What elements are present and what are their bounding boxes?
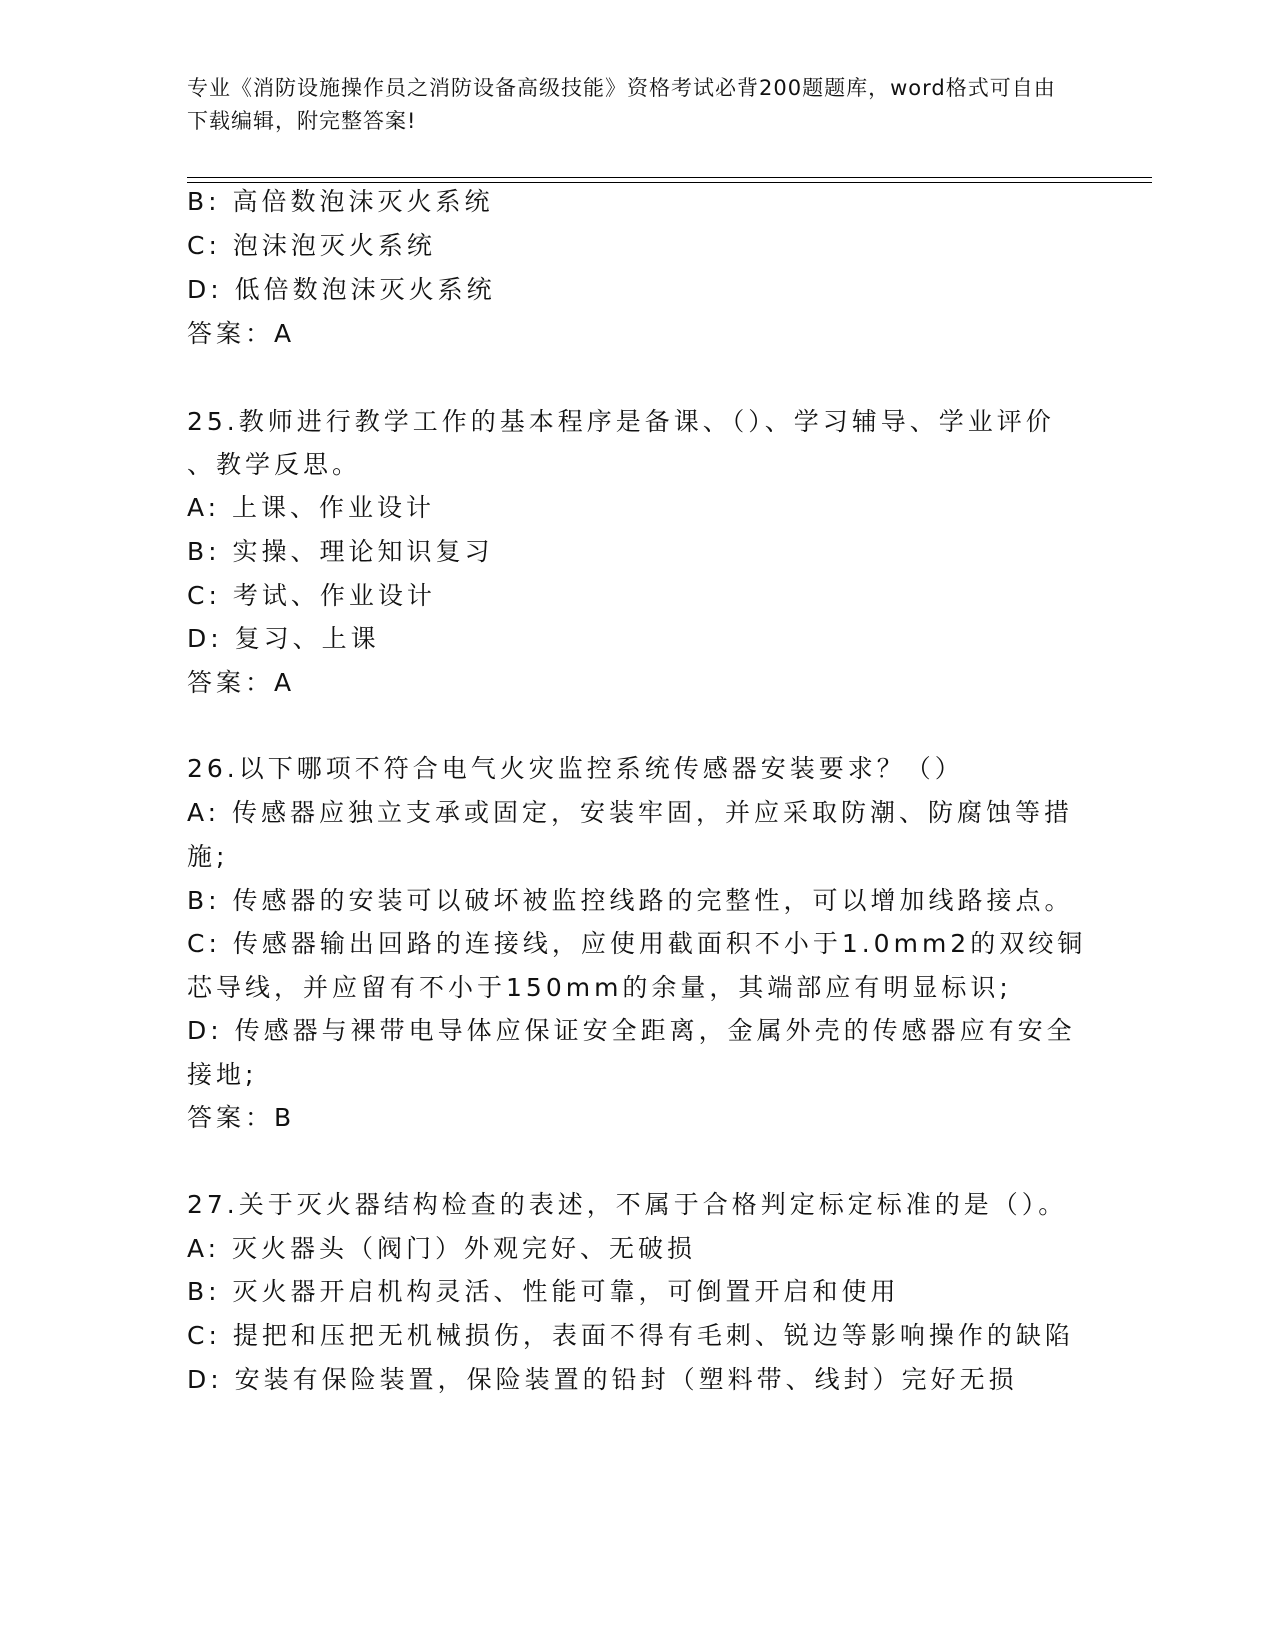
q26-answer: 答案：B [187, 1103, 296, 1132]
document-header: 专业《消防设施操作员之消防设备高级技能》资格考试必背200题题库，word格式可自由下载编辑，附完整答案! [187, 76, 1056, 133]
q24-option-d: D: 低倍数泡沫灭火系统 [187, 275, 496, 304]
q27-option-a: A: 灭火器头（阀门）外观完好、无破损 [187, 1234, 697, 1263]
q27-option-c: C: 提把和压把无机械损伤，表面不得有毛刺、锐边等影响操作的缺陷 [187, 1321, 1074, 1350]
q24-answer: 答案：A [187, 319, 296, 348]
header-rule-bottom [187, 182, 1152, 183]
q27-option-b: B: 灭火器开启机构灵活、性能可靠，可倒置开启和使用 [187, 1277, 900, 1306]
q26-option-c-line-1: C: 传感器输出回路的连接线，应使用截面积不小于1.0mm2的双绞铜 [187, 929, 1087, 958]
q24-option-b: B: 高倍数泡沫灭火系统 [187, 187, 494, 216]
q25-option-b: B: 实操、理论知识复习 [187, 537, 494, 566]
q26-option-d-line-2: 接地; [187, 1060, 258, 1089]
q26-option-a-line-1: A: 传感器应独立支承或固定，安装牢固，并应采取防潮、防腐蚀等措 [187, 798, 1074, 827]
q24-option-c: C: 泡沫泡灭火系统 [187, 231, 436, 260]
q26-stem: 26.以下哪项不符合电气火灾监控系统传感器安装要求？（） [187, 754, 964, 783]
q26-option-a-line-2: 施; [187, 842, 229, 871]
q26-option-b: B: 传感器的安装可以破坏被监控线路的完整性，可以增加线路接点。 [187, 886, 1074, 915]
q27-stem: 27.关于灭火器结构检查的表述，不属于合格判定标定标准的是（）。 [187, 1190, 1068, 1219]
header-rule-top [187, 177, 1152, 178]
q25-answer: 答案：A [187, 668, 296, 697]
q26-option-c-line-2: 芯导线，并应留有不小于150mm的余量，其端部应有明显标识; [187, 973, 1012, 1002]
q25-option-a: A: 上课、作业设计 [187, 493, 436, 522]
q25-stem-line-2: 、教学反思。 [187, 450, 362, 479]
q25-option-d: D: 复习、上课 [187, 624, 380, 653]
q25-option-c: C: 考试、作业设计 [187, 581, 436, 610]
q27-option-d: D: 安装有保险装置，保险装置的铅封（塑料带、线封）完好无损 [187, 1365, 1018, 1394]
q26-option-d-line-1: D: 传感器与裸带电导体应保证安全距离，金属外壳的传感器应有安全 [187, 1016, 1076, 1045]
q25-stem-line-1: 25.教师进行教学工作的基本程序是备课、（）、学习辅导、学业评价 [187, 407, 1055, 436]
